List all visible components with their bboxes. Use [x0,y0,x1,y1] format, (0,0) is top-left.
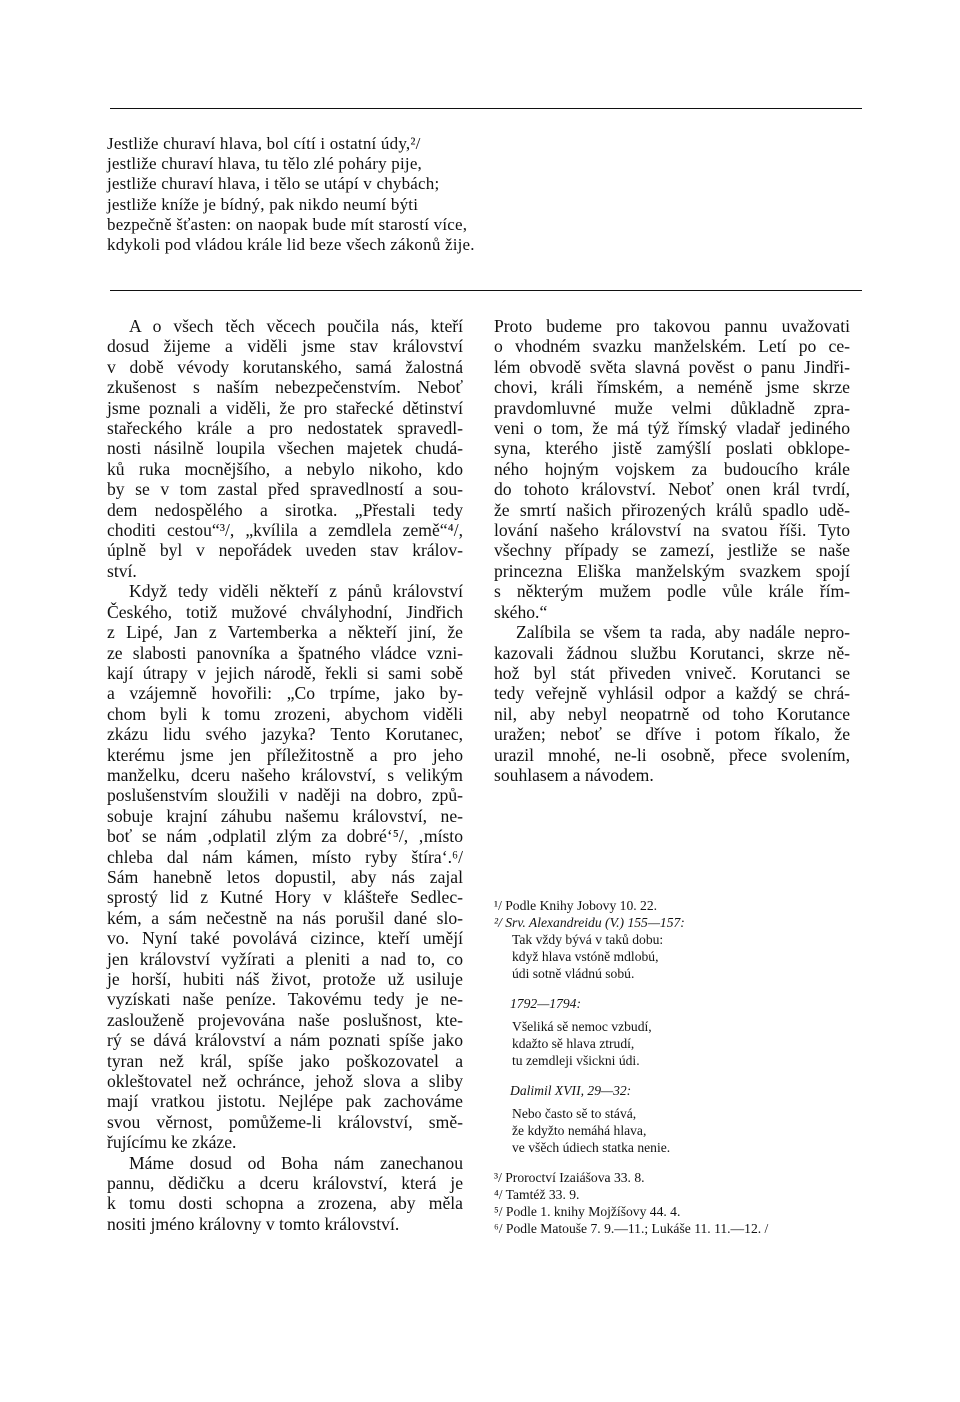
text-line: okleštovatel než ochránce, jehož slova a sliby [107,1071,463,1092]
text-line: nil, aby nebyl neopatrně od toho Korutance [494,703,850,724]
section-rule [110,290,862,291]
text-line: lém obvodě světa slavná pověst o panu Jindři- [494,356,850,377]
quote-line: údi sotně vládnú sobú. [512,966,635,981]
footnote-5: ⁵/ Podle 1. knihy Mojžíšovy 44. 4. [494,1204,681,1219]
text-line: tedy veřejně vyhlásil odpor a každý se chrá- [494,683,850,704]
text-line: chovi, králi římském, a neméně jsme skrze [494,377,850,398]
text-line: a vzájemně hovořili: „Co trpíme, jako by- [107,683,463,704]
right-column [494,316,850,785]
text-line: o vhodném svazku manželském. Letí po ce- [494,336,850,357]
quote-line: tu zemdleji všickni údi. [512,1053,640,1068]
left-column [107,316,463,1234]
quote-line: že kdyžto nemáhá hlava, [512,1123,647,1138]
text-line: nosti násilně loupila všechen majetek chudá- [107,438,463,459]
text-line: Máme dosud od Boha nám zanechanou [129,1152,463,1173]
text-line: řujícímu ke zkáze. [107,1132,237,1153]
top-rule [110,108,862,109]
text-line: kazovali žádnou službu Korutanci, skrze ně- [494,642,850,663]
text-line: že smrtí našich přirozených králů spadlo udě- [494,499,850,520]
text-line: Českého, totiž mužové chvályhodní, Jindřich [107,601,463,622]
poem-line: kdykoli pod vládou krále lid beze všech zákonů žije. [107,235,475,255]
text-line: je horší, hubiti náš život, protože už usiluje [107,969,463,989]
text-line: princezna Eliška manželským svazkem spojí [494,560,850,581]
text-line: sobuje krajní záhubu našemu království, ne- [107,805,463,826]
quote-line: Nebo často sě to stává, [512,1106,637,1121]
text-line: syna, kterého jistě zamýšlí poslati obklope- [494,438,850,459]
quote-line: Tak vždy bývá v taků dobu: [512,932,664,947]
text-line: nositi jméno královny v tomto království. [107,1213,400,1234]
footnote-ref: Dalimil XVII, 29—32: [510,1083,632,1098]
text-line: hož byl stát přiveden vniveč. Korutanci se [494,662,850,683]
text-line: pannu, dědičku a dceru království, která je [107,1173,463,1194]
text-line: vo. Nyní také povolává cizince, kteří umějí [107,928,463,949]
footnote-2: ²/ Srv. Alexandreidu (V.) 155—157: [494,915,685,930]
text-line: Sám hanebně letos dopustil, aby nás zajal [107,866,463,887]
text-line: souhlasem a návodem. [494,764,654,785]
text-line: dem nedospělého a sirotka. „Přestali tedy [107,499,463,520]
text-line: tyran než král, spíše jako poškozovatel a [107,1050,463,1071]
text-line: boť se nám ‚odplatil zlým za dobré‘⁵/, ‚místo [107,826,463,847]
text-line: sprostý lid z Kutné Hory v klášteře Sedlec- [107,887,463,908]
text-line: pravdomluvné muže velmi důkladně zpra- [494,397,850,418]
poem-line: jestliže churaví hlava, i tělo se utápí v chybách; [107,174,440,194]
quote-line: Všeliká sě nemoc vzbudí, [512,1019,652,1034]
footnote-ref: 1792—1794: [510,996,581,1011]
text-line: Když tedy viděli někteří z pánů království [129,581,463,602]
quote-line: kdažto sě hlava ztrudí, [512,1036,635,1051]
text-line: chleba dal nám kámen, místo ryby štíra‘.⁶/ [107,846,463,867]
text-line: zkušenost s naším nebezpečenstvím. Neboť [107,377,463,398]
poem-line: jestliže churaví hlava, tu tělo zlé poháry pije, [107,154,423,174]
text-line: veni o tom, že má týž římský vladař jediného [494,418,850,439]
footnotes [494,897,854,1237]
text-line: ze slabosti panovníka a špatného vládce vzni- [107,642,463,663]
text-line: do tohoto království. Neboť onen král tvrdí, [494,479,850,500]
text-line: choditi cestou“³/, „kvílila a zemdlela země“⁴/, [107,520,463,541]
text-line: chom byli k tomu zrozeni, abychom viděli [107,703,463,724]
text-line: A o všech těch věcech poučila nás, kteří [129,316,463,336]
text-line: všechny případy se zamezí, jestliže se naše [494,540,850,561]
text-line: urazil mnohé, ne-li osobně, přece svolením, [494,744,850,765]
text-line: s některým mužem podle vůle krále řím- [494,581,850,602]
text-line: jen království vyžírati a pleniti a nad to, co [107,948,463,969]
quote-line: ve všěch údiech statka nenie. [512,1140,671,1155]
footnote-3: ³/ Proroctví Izaiášova 33. 8. [494,1170,645,1185]
text-line: z Lipé, Jan z Vartemberka a někteří jiní, že [107,622,463,643]
text-line: ného hojným vojskem za budoucího krále [494,458,850,479]
poem-block [107,134,867,255]
text-line: kají útrapy v jejich národě, řekli si sami sobě [107,662,463,683]
text-line: lování našeho království na svatou říši. Tyto [494,520,850,541]
text-line: ského.“ [494,601,548,622]
text-line: by se v tom zastal před spravedlností a sou- [107,479,463,500]
poem-line: jestliže kníže je bídný, pak nikdo neumí býti [107,194,419,214]
text-line: zkázu lidu svého jazyka? Tento Korutanec, [107,724,463,745]
text-line: manželku, dceru našeho království, s velikým [107,764,463,785]
text-line: k tomu dosti schopna a zrozena, aby měla [107,1193,463,1214]
poem-line: Jestliže churaví hlava, bol cítí i ostatní údy,²/ [107,134,421,153]
text-line: kterému jsme jen příležitostně a pro jeho [107,744,463,765]
text-line: uražen; neboť se dříve i potom říkalo, že [494,724,850,745]
text-line: jsme poznali a viděli, že pro stařecké dětinství [107,397,463,418]
text-line: dosud žijeme a viděli jsme stav království [107,336,463,357]
text-line: svou věrnost, pomůžeme-li království, smě- [107,1111,463,1132]
text-line: úplně byl v nepořádek uveden stav králov- [107,540,463,561]
footnote-1: ¹/ Podle Knihy Jobovy 10. 22. [494,898,658,913]
text-line: v době vévody korutanského, samá žalostná [107,356,463,377]
text-line: Zalíbila se všem ta rada, aby nadále nepro- [516,622,850,643]
text-line: ství. [107,560,137,581]
text-line: mají vratkou jistotu. Nejlépe pak zachováme [107,1091,463,1112]
text-line: kém, a sám nečestně na nás porušil dané slo- [107,907,463,928]
text-line: stařeckého krále a pro nedostatek spravedl- [107,418,463,439]
footnote-4: ⁴/ Tamtéž 33. 9. [494,1187,580,1202]
text-line: Proto budeme pro takovou pannu uvažovati [494,316,850,336]
text-line: zaslouženě projevována naše poslušnost, kte- [107,1009,463,1030]
text-line: ků ruka mocnějšího, a nebylo nikoho, kdo [107,458,463,479]
text-line: vyzískati naše peníze. Takovému tedy je ne- [107,989,463,1010]
footnote-6: ⁶/ Podle Matouše 7. 9.—11.; Lukáše 11. 11.—12. / [494,1221,769,1236]
text-line: rý se dává království a nám poznati spíše jako [107,1030,463,1051]
text-line: poslušenstvím sloužili v naději na dobro, způ- [107,785,463,806]
poem-line: bezpečně šťasten: on naopak bude mít starostí více, [107,214,468,234]
quote-line: když hlava vstóně mdlobú, [512,949,659,964]
